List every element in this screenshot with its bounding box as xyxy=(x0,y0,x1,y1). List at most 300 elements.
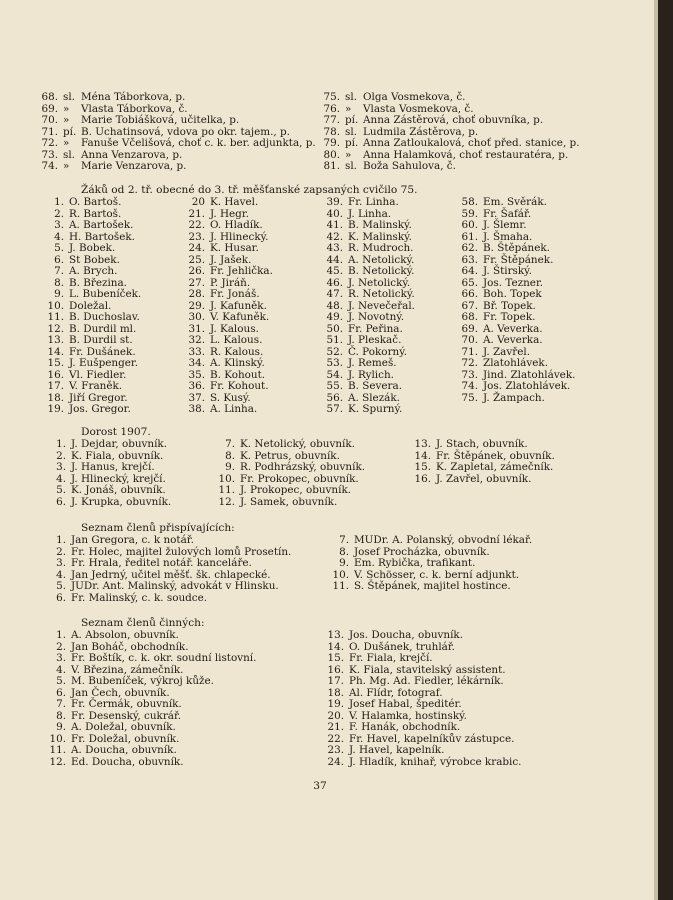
item-number: 22. xyxy=(188,219,205,231)
item-number: 40. xyxy=(326,207,343,220)
item-text: J. Samek, obuvník. xyxy=(240,495,338,508)
item-text: J. Hlinecký, krejčí. xyxy=(71,472,166,485)
item-number: 72. xyxy=(41,137,58,149)
item-number: 21. xyxy=(188,207,205,220)
item-text: R. Mudroch. xyxy=(348,242,414,254)
item-number: 1. xyxy=(54,196,64,208)
item-number: 53. xyxy=(326,357,343,369)
item-number: 7. xyxy=(54,265,64,277)
item-number: 16. xyxy=(327,663,344,676)
item-text: A. Linha. xyxy=(210,403,258,415)
item-number: 16. xyxy=(414,472,431,485)
item-text: St Bobek. xyxy=(69,253,120,266)
item-text: K. Havel. xyxy=(210,196,259,208)
item-number: 80. xyxy=(323,148,340,161)
item-text: V. Březina, zámečník. xyxy=(71,663,184,676)
item-text: Josef Procházka, obuvník. xyxy=(354,545,490,558)
item-text: Jind. Zlatohlávek. xyxy=(483,368,576,381)
item-text: O. Hladík. xyxy=(210,219,263,231)
item-number: 35. xyxy=(188,368,205,381)
item-text: J. Hanus, krejčí. xyxy=(71,461,155,473)
item-number: 5. xyxy=(56,675,66,687)
item-number: 60. xyxy=(461,219,478,231)
item-text: Fr. Boštík, c. k. okr. soudní listovní. xyxy=(71,652,257,664)
item-text: Jos. Gregor. xyxy=(69,403,131,415)
item-text: B. Uchatinsová, vdova po okr. tajem., p. xyxy=(81,125,290,138)
item-number: 67. xyxy=(461,299,478,312)
item-number: 52. xyxy=(326,345,343,358)
item-text: Fr. Havel, kapelníkův zástupce. xyxy=(349,732,515,745)
item-text: J. Kafuněk. xyxy=(210,299,267,312)
item-number: 2. xyxy=(56,545,66,558)
supporting-members-column-2 xyxy=(327,535,532,593)
item-number: 71. xyxy=(41,125,58,138)
item-number: 14. xyxy=(414,449,431,462)
item-number: 24. xyxy=(327,755,344,768)
item-text: J. Žampach. xyxy=(483,391,545,404)
item-text: Fr. Hrala, ředitel notář. kanceláře. xyxy=(71,557,252,569)
item-text: J. Stach, obuvník. xyxy=(436,438,528,450)
item-number: 5. xyxy=(56,580,66,592)
item-text: K. Jonáš, obuvník. xyxy=(71,484,166,496)
item-number: 62. xyxy=(461,242,478,254)
item-text: Ména Táborkova, p. xyxy=(81,91,186,103)
item-number: 9. xyxy=(225,461,235,473)
item-title-prefix: » xyxy=(345,148,352,161)
list-item xyxy=(44,593,291,605)
item-text: Olga Vosmekova, č. xyxy=(363,91,466,103)
item-text: K. Husar. xyxy=(210,242,259,254)
item-number: 9. xyxy=(339,557,349,569)
item-text: Jiří Gregor. xyxy=(69,391,128,404)
item-text: Vlasta Táborkova, č. xyxy=(81,102,188,115)
item-number: 64. xyxy=(461,265,478,277)
item-number: 25. xyxy=(188,253,205,266)
item-text: L. Bubeníček. xyxy=(69,288,142,300)
item-number: 6. xyxy=(56,591,66,604)
item-text: K. Netolický, obuvník. xyxy=(240,438,355,450)
item-title-prefix: » xyxy=(63,137,70,149)
pupils-column-4 xyxy=(461,197,575,404)
item-text: Jan Boháč, obchodník. xyxy=(71,640,189,653)
item-text: Vl. Fiedler. xyxy=(69,368,127,381)
item-number: 34. xyxy=(188,357,205,369)
item-number: 36. xyxy=(188,380,205,392)
item-text: Anna Venzarova, p. xyxy=(81,148,183,161)
item-number: 18. xyxy=(327,686,344,699)
item-text: Jan Čech, obuvník. xyxy=(71,686,170,699)
item-text: A. Slezák. xyxy=(348,391,400,404)
active-members-column-2 xyxy=(322,630,522,768)
item-number: 49. xyxy=(326,311,343,323)
item-text: J. Kalous. xyxy=(210,322,259,335)
item-title-prefix: » xyxy=(345,102,352,115)
item-number: 4. xyxy=(56,472,66,485)
item-text: Fr. Jehlička. xyxy=(210,265,273,277)
item-number: 73. xyxy=(461,368,478,381)
item-text: Fr. Linha. xyxy=(348,196,399,208)
item-number: 29. xyxy=(188,299,205,312)
item-number: 8. xyxy=(56,709,66,722)
item-number: 23. xyxy=(327,744,344,756)
item-text: S. Kusý. xyxy=(210,391,251,404)
item-text: V. Schösser, c. k. berní adjunkt. xyxy=(354,568,520,581)
item-number: 28. xyxy=(188,288,205,300)
item-text: J. Hladík, knihař, výrobce krabic. xyxy=(349,755,522,768)
item-number: 68. xyxy=(461,311,478,323)
pupils-column-1 xyxy=(38,197,141,416)
item-text: J. Prokopec, obuvník. xyxy=(240,484,352,496)
item-title-prefix: sl. xyxy=(63,91,75,103)
item-number: 8. xyxy=(54,276,64,289)
list-item xyxy=(36,161,316,173)
item-text: A. Bartošek. xyxy=(69,219,134,231)
dorost-heading: Dorost 1907. xyxy=(81,426,151,438)
item-text: J. Havel, kapelník. xyxy=(349,744,445,756)
item-text: S. Štěpánek, majitel hostince. xyxy=(354,580,511,592)
list-item xyxy=(461,393,575,405)
item-number: 71. xyxy=(461,345,478,358)
item-number: 4. xyxy=(56,663,66,676)
item-number: 69. xyxy=(461,322,478,335)
item-number: 68. xyxy=(41,91,58,103)
item-number: 57. xyxy=(326,403,343,415)
list-item xyxy=(188,404,273,416)
item-text: K. Fiala, obuvník. xyxy=(71,449,164,462)
active-members-column-1 xyxy=(44,630,256,768)
item-number: 30. xyxy=(188,311,205,323)
item-number: 75. xyxy=(461,391,478,404)
page-number: 37 xyxy=(313,780,327,792)
item-number: 74. xyxy=(461,380,478,392)
item-text: J. Jašek. xyxy=(210,253,252,266)
item-number: 1. xyxy=(56,438,66,450)
item-text: Em. Svěrák. xyxy=(483,196,547,208)
item-number: 20 xyxy=(191,196,205,208)
item-text: Jan Gregora, c. k notář. xyxy=(71,534,194,546)
item-text: Marie Tobiášková, učitelka, p. xyxy=(81,114,240,126)
item-number: 13. xyxy=(47,334,64,346)
item-number: 11. xyxy=(49,744,66,756)
list-item xyxy=(44,497,171,509)
item-title-prefix: » xyxy=(63,160,70,172)
item-text: Fr. Jonáš. xyxy=(210,288,260,300)
item-text: JUDr. Ant. Malinský, advokát v Hlinsku. xyxy=(71,580,279,592)
item-number: 76. xyxy=(323,102,340,115)
item-text: J. Pleskač. xyxy=(348,334,402,346)
item-text: Em. Rybička, trafikant. xyxy=(354,557,476,569)
item-text: Fr. Prokopec, obuvník. xyxy=(240,472,359,485)
item-number: 33. xyxy=(188,345,205,358)
item-title-prefix: sl. xyxy=(63,148,75,161)
pupils-column-3 xyxy=(326,197,415,416)
item-number: 17. xyxy=(327,675,344,687)
item-number: 21. xyxy=(327,721,344,733)
item-text: B. Březina. xyxy=(69,276,127,289)
item-text: B. Netolický. xyxy=(348,265,415,277)
item-number: 72. xyxy=(461,357,478,369)
item-text: B. Durdil st. xyxy=(69,334,133,346)
item-number: 50. xyxy=(326,322,343,335)
item-text: Jan Jedrný, učitel měšť. šk. chlapecké. xyxy=(71,568,271,581)
item-text: R. Kalous. xyxy=(210,345,264,358)
item-number: 7. xyxy=(56,698,66,710)
item-number: 32. xyxy=(188,334,205,346)
item-text: Jos. Zlatohlávek. xyxy=(483,380,571,392)
item-number: 9. xyxy=(54,288,64,300)
item-text: J. Šlemr. xyxy=(483,219,527,231)
item-number: 9. xyxy=(56,721,66,733)
item-text: Al. Flídr, fotograf. xyxy=(349,686,443,699)
item-number: 3. xyxy=(56,557,66,569)
list-item xyxy=(326,404,415,416)
item-text: A. Veverka. xyxy=(483,322,543,335)
item-number: 70. xyxy=(461,334,478,346)
item-text: Marie Venzarova, p. xyxy=(81,160,187,172)
item-text: Jos. Doucha, obuvník. xyxy=(349,629,464,641)
dorost-column-2 xyxy=(213,439,365,508)
item-title-prefix: pí. xyxy=(63,125,77,138)
item-title-prefix: » xyxy=(63,102,70,115)
item-number: 22. xyxy=(327,732,344,745)
item-number: 27. xyxy=(188,276,205,289)
item-text: M. Bubeníček, výkroj kůže. xyxy=(71,675,214,687)
item-number: 12. xyxy=(49,755,66,768)
item-number: 23. xyxy=(188,230,205,243)
item-number: 70. xyxy=(41,114,58,126)
item-text: B. Kohout. xyxy=(210,368,266,381)
item-number: 46. xyxy=(326,276,343,289)
item-text: A. Doucha, obuvník. xyxy=(71,744,177,756)
item-number: 51. xyxy=(326,334,343,346)
item-title-prefix: pí. xyxy=(345,137,359,149)
item-text: Josef Habal, špeditér. xyxy=(349,698,462,710)
item-text: B. Duchoslav. xyxy=(69,311,140,323)
item-text: O. Dušánek, truhlář. xyxy=(349,640,455,653)
item-number: 31. xyxy=(188,322,205,335)
item-text: J. Zavřel. xyxy=(483,345,530,358)
item-number: 14. xyxy=(47,345,64,358)
item-text: Fr. Štěpánek. xyxy=(483,253,554,266)
item-number: 3. xyxy=(56,652,66,664)
item-text: J. Remeš. xyxy=(348,357,397,369)
item-text: Fr. Topek. xyxy=(483,311,536,323)
item-text: R. Netolický. xyxy=(348,288,415,300)
item-number: 75. xyxy=(323,91,340,103)
item-number: 11. xyxy=(218,484,235,496)
item-number: 15. xyxy=(327,652,344,664)
item-number: 10. xyxy=(218,472,235,485)
active-members-heading: Seznam členů činných: xyxy=(81,617,205,629)
item-text: B. Severa. xyxy=(348,380,402,392)
pupils-heading: Žáků od 2. tř. obecné do 3. tř. měšťanské zapsaných cvičilo 75. xyxy=(81,184,418,196)
item-text: O. Bartoš. xyxy=(69,196,122,208)
item-number: 63. xyxy=(461,253,478,266)
item-text: Doležal. xyxy=(69,299,112,312)
item-text: J. Bobek. xyxy=(69,242,116,254)
item-number: 56. xyxy=(326,391,343,404)
item-text: J. Linha. xyxy=(348,207,392,220)
item-number: 4. xyxy=(54,230,64,243)
item-text: Boža Sahulova, č. xyxy=(363,160,456,172)
item-number: 10. xyxy=(47,299,64,312)
item-number: 2. xyxy=(54,207,64,220)
item-text: Fr. Holec, majitel žulových lomů Prosetín. xyxy=(71,545,292,558)
item-number: 7. xyxy=(225,438,235,450)
item-number: 66. xyxy=(461,288,478,300)
item-text: J. Hlinecký. xyxy=(210,230,269,243)
item-number: 6. xyxy=(56,686,66,699)
item-text: MUDr. A. Polanský, obvodní lékař. xyxy=(354,534,533,546)
item-text: Ph. Mg. Ad. Fiedler, lékárník. xyxy=(349,675,504,687)
item-number: 18. xyxy=(47,391,64,404)
item-number: 61. xyxy=(461,230,478,243)
book-spine-edge xyxy=(658,0,673,900)
item-text: B. Malinský. xyxy=(348,219,412,231)
item-number: 47. xyxy=(326,288,343,300)
item-text: Fr. Malinský, c. k. soudce. xyxy=(71,591,208,604)
item-text: J. Eušpenger. xyxy=(69,357,138,369)
item-number: 43. xyxy=(326,242,343,254)
item-text: Fr. Fiala, krejčí. xyxy=(349,652,433,664)
item-text: Jos. Tezner. xyxy=(483,276,544,289)
item-number: 8. xyxy=(339,545,349,558)
item-title-prefix: sl. xyxy=(345,160,357,172)
item-number: 10. xyxy=(332,568,349,581)
item-number: 59. xyxy=(461,207,478,220)
item-title-prefix: sl. xyxy=(345,91,357,103)
item-number: 17. xyxy=(47,380,64,392)
item-number: 55. xyxy=(326,380,343,392)
item-number: 6. xyxy=(56,495,66,508)
item-number: 20. xyxy=(327,709,344,722)
item-text: Bř. Topek. xyxy=(483,299,536,312)
list-item xyxy=(318,161,580,173)
item-text: Fr. Dušánek. xyxy=(69,345,136,358)
item-number: 3. xyxy=(54,219,64,231)
item-text: J. Krupka, obuvník. xyxy=(71,495,172,508)
item-number: 79. xyxy=(323,137,340,149)
item-number: 12. xyxy=(47,322,64,335)
item-number: 42. xyxy=(326,230,343,243)
item-number: 2. xyxy=(56,640,66,653)
item-number: 74. xyxy=(41,160,58,172)
item-text: Fr. Čermák, obuvník. xyxy=(71,698,182,710)
item-number: 1. xyxy=(56,629,66,641)
list-item xyxy=(38,404,141,416)
item-text: Č. Pokorný. xyxy=(348,345,408,358)
item-text: A. Brych. xyxy=(69,265,118,277)
item-text: Fr. Štěpánek, obuvník. xyxy=(436,449,555,462)
item-number: 24. xyxy=(188,242,205,254)
item-number: 15. xyxy=(414,461,431,473)
item-text: B. Štěpánek. xyxy=(483,242,550,254)
item-number: 48. xyxy=(326,299,343,312)
item-text: J. Hegr. xyxy=(210,207,249,220)
item-text: L. Kalous. xyxy=(210,334,263,346)
item-text: H. Bartošek. xyxy=(69,230,135,243)
item-text: J. Netolický. xyxy=(348,276,411,289)
item-number: 5. xyxy=(56,484,66,496)
item-text: Vlasta Vosmekova, č. xyxy=(363,102,474,115)
item-number: 45. xyxy=(326,265,343,277)
item-number: 1. xyxy=(56,534,66,546)
item-number: 12. xyxy=(218,495,235,508)
item-number: 16. xyxy=(47,368,64,381)
item-number: 7. xyxy=(339,534,349,546)
item-text: Ludmila Zástěrova, p. xyxy=(363,125,479,138)
item-number: 11. xyxy=(332,580,349,592)
item-title-prefix: » xyxy=(63,114,70,126)
supporting-members-heading: Seznam členů přispívajících: xyxy=(81,522,235,534)
item-text: Anna Zatloukalová, choť před. stanice, p. xyxy=(363,137,580,149)
item-number: 39. xyxy=(326,196,343,208)
item-number: 65. xyxy=(461,276,478,289)
item-number: 78. xyxy=(323,125,340,138)
item-text: J. Rylich. xyxy=(348,368,394,381)
item-number: 5. xyxy=(54,242,64,254)
item-number: 15. xyxy=(47,357,64,369)
item-title-prefix: sl. xyxy=(345,125,357,138)
item-text: K. Zapletal, zámečník. xyxy=(436,461,554,473)
item-text: P. Jiráň. xyxy=(210,276,251,289)
item-text: Fr. Desenský, cukrář. xyxy=(71,709,182,722)
list-item xyxy=(213,497,365,509)
item-number: 2. xyxy=(56,449,66,462)
item-text: J. Zavřel, obuvník. xyxy=(436,472,532,485)
item-number: 26. xyxy=(188,265,205,277)
item-number: 19. xyxy=(47,403,64,415)
list-item xyxy=(322,757,522,769)
item-text: Fr. Šafář. xyxy=(483,207,532,220)
item-text: Fr. Peřina. xyxy=(348,322,403,335)
item-number: 77. xyxy=(323,114,340,126)
item-number: 69. xyxy=(41,102,58,115)
item-number: 13. xyxy=(414,438,431,450)
item-text: F. Hanák, obchodník. xyxy=(349,721,461,733)
item-text: J. Dejdar, obuvník. xyxy=(71,438,168,450)
list-item xyxy=(409,474,555,486)
supporting-members-column-1 xyxy=(44,535,291,604)
item-number: 81. xyxy=(323,160,340,172)
item-number: 3. xyxy=(56,461,66,473)
list-item xyxy=(327,581,532,593)
item-text: A. Veverka. xyxy=(483,334,543,346)
item-text: Boh. Topek xyxy=(483,288,542,300)
dorost-column-3 xyxy=(409,439,555,485)
item-number: 14. xyxy=(327,640,344,653)
item-text: Fanuše Včelišová, choť c. k. ber. adjunkta, p. xyxy=(81,137,316,149)
item-number: 37. xyxy=(188,391,205,404)
item-text: J. Šmaha. xyxy=(483,230,533,243)
item-number: 44. xyxy=(326,253,343,266)
item-text: Zlatohlávek. xyxy=(483,357,548,369)
item-text: B. Durdil ml. xyxy=(69,322,137,335)
item-number: 6. xyxy=(54,253,64,266)
item-text: Anna Halamková, choť restauratéra, p. xyxy=(363,148,569,161)
item-number: 10. xyxy=(49,732,66,745)
item-text: K. Spurný. xyxy=(348,403,403,415)
members-list-top-right xyxy=(318,92,580,173)
item-number: 58. xyxy=(461,196,478,208)
item-number: 19. xyxy=(327,698,344,710)
item-title-prefix: pí. xyxy=(345,114,359,126)
item-text: Anna Zástěrová, choť obuvníka, p. xyxy=(363,114,544,126)
item-text: Ed. Doucha, obuvník. xyxy=(71,755,184,768)
item-text: V. Kafuněk. xyxy=(210,311,270,323)
item-text: K. Fiala, stavitelský assistent. xyxy=(349,663,506,676)
members-list-top-left xyxy=(36,92,316,173)
